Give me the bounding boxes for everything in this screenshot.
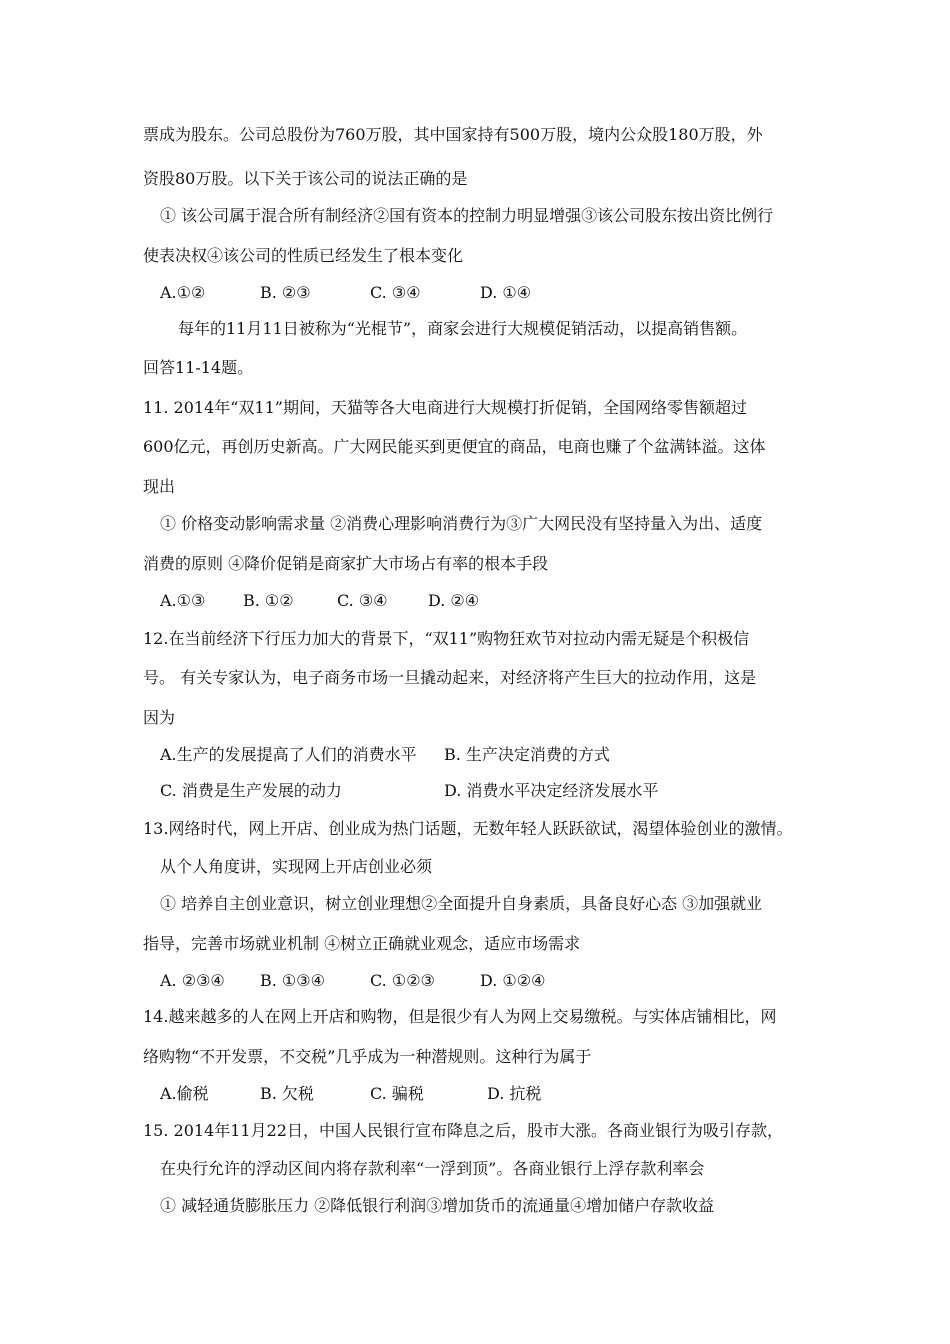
option-b: B. ①③④ <box>260 971 325 990</box>
text-line: ① 培养自主创业意识，树立创业理想②全面提升自身素质，具备良好心态 ③加强就业 <box>160 894 763 913</box>
option-a: A.生产的发展提高了人们的消费水平 <box>160 745 417 764</box>
text-line: 消费的原则 ④降价促销是商家扩大市场占有率的根本手段 <box>143 554 549 573</box>
text-line: 现出 <box>143 477 176 496</box>
question-15: 15. 2014年11月22日，中国人民银行宣布降息之后，股市大涨。各商业银行为吸引存款， <box>143 1121 783 1140</box>
option-d: D. 抗税 <box>487 1084 542 1103</box>
text-line: 络购物“不开发票，不交税”几乎成为一种潜规则。这种行为属于 <box>143 1047 592 1066</box>
option-c: C. ①②③ <box>370 971 435 990</box>
text-line: 因为 <box>143 708 176 727</box>
text-line: ① 减轻通货膨胀压力 ②降低银行利润③增加货币的流通量④增加储户存款收益 <box>160 1196 715 1215</box>
option-b: B. ①② <box>243 591 294 610</box>
option-b: B. 欠税 <box>260 1084 314 1103</box>
option-b: B. 生产决定消费的方式 <box>444 745 610 764</box>
option-c: C. ③④ <box>370 283 421 302</box>
text-line: ① 该公司属于混合所有制经济②国有资本的控制力明显增强③该公司股东按出资比例行 <box>160 206 774 225</box>
option-c: C. ③④ <box>337 591 388 610</box>
text-line: 从个人角度讲，实现网上开店创业必须 <box>160 857 433 876</box>
question-14: 14.越来越多的人在网上开店和购物，但是很少有人为网上交易缴税。与实体店铺相比，网 <box>143 1007 777 1026</box>
option-c: C. 骗税 <box>370 1084 424 1103</box>
text-line: 票成为股东。公司总股份为760万股，其中国家持有500万股，境内公众股180万股，外 <box>143 125 763 144</box>
option-d: D. ①④ <box>480 283 532 302</box>
option-a: A.①③ <box>160 591 206 610</box>
text-line: 每年的11月11日被称为“光棍节”，商家会进行大规模促销活动，以提高销售额。 <box>178 319 748 338</box>
option-a: A. ②③④ <box>160 971 225 990</box>
text-line: 指导，完善市场就业机制 ④树立正确就业观念，适应市场需求 <box>143 934 581 953</box>
text-line: 600亿元，再创历史新高。广大网民能买到更便宜的商品，电商也赚了个盆满钵溢。这体 <box>143 437 766 456</box>
text-line: ① 价格变动影响需求量 ②消费心理影响消费行为③广大网民没有坚持量入为出、适度 <box>160 514 763 533</box>
option-c: C. 消费是生产发展的动力 <box>160 781 342 800</box>
option-a: A.①② <box>160 283 206 302</box>
option-d: D. ①②④ <box>480 971 546 990</box>
question-12: 12.在当前经济下行压力加大的背景下，“双11”购物狂欢节对拉动内需无疑是个积极信 <box>143 629 750 648</box>
option-d: D. ②④ <box>428 591 480 610</box>
question-11: 11. 2014年“双11”期间，天猫等各大电商进行大规模打折促销，全国网络零售额超过 <box>143 398 747 417</box>
text-line: 在央行允许的浮动区间内将存款利率“一浮到顶”。各商业银行上浮存款利率会 <box>160 1159 705 1178</box>
option-a: A.偷税 <box>160 1084 209 1103</box>
text-line: 回答11-14题。 <box>143 358 254 377</box>
text-line: 使表决权④该公司的性质已经发生了根本变化 <box>143 246 464 265</box>
question-13: 13.网络时代，网上开店、创业成为热门话题，无数年轻人跃跃欲试，渴望体验创业的激情。 <box>143 819 793 838</box>
option-b: B. ②③ <box>260 283 311 302</box>
text-line: 号。 有关专家认为，电子商务市场一旦撬动起来，对经济将产生巨大的拉动作用，这是 <box>143 668 757 687</box>
text-line: 资股80万股。以下关于该公司的说法正确的是 <box>143 169 468 188</box>
option-d: D. 消费水平决定经济发展水平 <box>444 781 659 800</box>
